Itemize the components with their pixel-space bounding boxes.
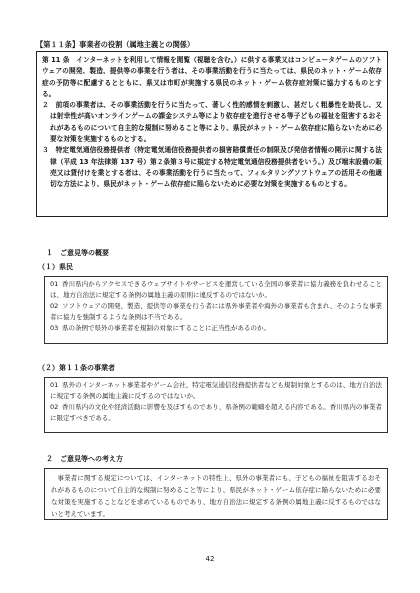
section-header: 【第１１条】事業者の役割（属地主義との関係） — [36, 40, 195, 49]
opinion-text: ソフトウェアの開発、製造、提供等の事業を行う者には県外事業者や海外の事業者も含まれ、そのような事業者に協力を強制するような条例は不当である。 — [50, 302, 382, 321]
response-heading: ２ ご意見等への考え方 — [46, 455, 123, 463]
opinion-item — [50, 279, 382, 301]
page-number: 42 — [205, 555, 215, 563]
opinion-item — [50, 323, 382, 334]
opinion-item — [50, 380, 382, 402]
business-opinions-box — [44, 377, 388, 433]
opinion-summary-heading: １ ご意見等の概要 — [46, 249, 109, 257]
citizens-opinions-box — [44, 276, 388, 344]
response-text: 事業者に関する規定については、インターネットの特性上、県外の事業者にも、子どもの福祉を阻害するおそれがあるものについて自主的な規制に努めること等により、県民がネット・ゲーム依存症に陥らないために必要な対策を実施することなどを求めているものであり、地方自治法に規定する条例の属地主義に反するものではないと考えています。 — [51, 474, 382, 518]
article-paragraph-3: ３ 特定電気通信役務提供者（特定電気通信役務提供者の損害賠償責任の制限及び発信者情報の開示に関する法律（平成 13 年法律第 137 号）第２条第３号に規定する特定電気通信役務提供者をいう。）及び端末設備の販売又は貸付けを業とする者は、その事業活動を行うに当たって、フィルタリングソフトウェアの活用その他適切な方法により、県民がネット・ゲーム依存症に陥らないために必要な対策を実施するものとする。 — [42, 146, 382, 189]
article-box — [36, 51, 388, 217]
article11-business-subheading: （２）第１１条の事業者 — [38, 364, 115, 372]
opinion-number: 02 — [50, 403, 59, 411]
opinion-number: 01 — [50, 381, 59, 389]
opinion-text: 県の条例で県外の事業者を規制の対象にすることに正当性があるのか。 — [62, 324, 270, 332]
opinion-item — [50, 301, 382, 323]
article-paragraph-1: 第 11 条 インターネットを利用して情報を閲覧（視聴を含む。）に供する事業又はコンピュータゲームのソフトウェアの開発、製造、提供等の事業を行う者は、その事業活動を行うに当たっては、県民のネット・ゲーム依存症の予防等に配慮するとともに、県又は市町が実施する県民のネット・ゲーム依存症対策に協力するものとする。 — [42, 56, 382, 98]
citizens-subheading: （１）県民 — [38, 263, 73, 271]
opinion-item — [50, 402, 382, 424]
opinion-text: 香川県内からアクセスできるウェブサイトやサービスを運営している全国の事業者に協力義務を負わせることは、地方自治法に規定する条例の属地主義の原則に違反するのではないか。 — [50, 280, 382, 299]
article-paragraph-2: ２ 前項の事業者は、その事業活動を行うに当たって、著しく性的感情を刺激し、甚だしく粗暴性を助長し、又は射幸性が高いオンラインゲームの課金システム等により依存症を進行させる等子どもの福祉を阻害するおそれがあるものについて自主的な規制に努めること等により、県民がネット・ゲーム依存症に陥らないために必要な対策を実施するものとする。 — [42, 101, 382, 144]
opinion-number: 03 — [50, 324, 59, 332]
response-box — [44, 468, 388, 520]
opinion-text: 県外のインターネット事業者やゲーム会社、特定電気通信役務提供者なども規制対象とするのは、地方自治法に規定する条例の属地主義に反するのではないか。 — [50, 381, 382, 400]
opinion-number: 01 — [50, 280, 59, 288]
opinion-number: 02 — [50, 302, 59, 310]
opinion-text: 香川県内の文化や経済活動に影響を及ぼすものであり、県条例の範疇を超える内容である。香川県内の事業者に限定すべきである。 — [50, 403, 382, 422]
